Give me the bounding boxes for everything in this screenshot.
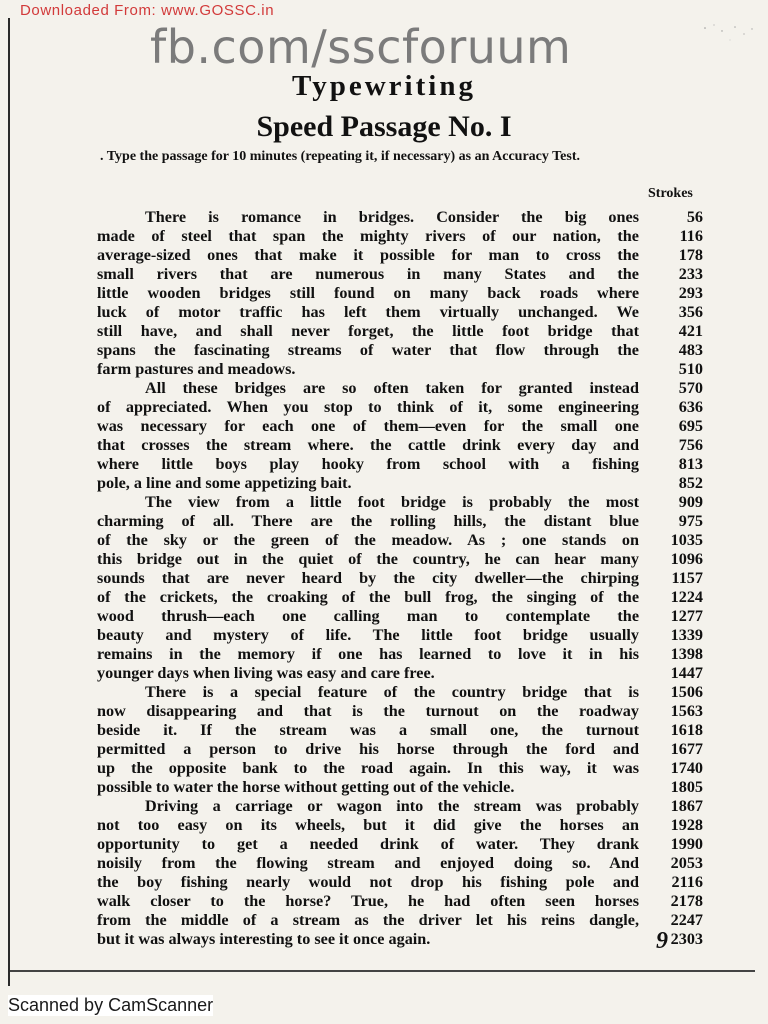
passage-line-text: farm pastures and meadows. <box>97 360 296 378</box>
passage-line-text: opportunity to get a needed drink of water. They drank <box>97 835 639 853</box>
stroke-count: 178 <box>678 246 703 264</box>
stroke-count: 2303 <box>670 930 703 948</box>
passage-line-text: The view from a little foot bridge is probably the most <box>145 493 639 511</box>
passage-line <box>97 417 703 436</box>
passage-line <box>97 645 703 664</box>
instruction-text: . Type the passage for 10 minutes (repeating it, if necessary) as an Accuracy Test. <box>100 149 580 164</box>
stroke-count: 1277 <box>670 607 703 625</box>
stroke-count: 1563 <box>670 702 703 720</box>
passage-line-text: of appreciated. When you stop to think of it, some engineering <box>97 398 639 416</box>
passage-line <box>97 892 703 911</box>
stroke-count: 293 <box>678 284 703 302</box>
passage-line-text: charming of all. There are the rolling hills, the distant blue <box>97 512 639 530</box>
stroke-count: 1447 <box>670 664 703 682</box>
passage-line <box>97 550 703 569</box>
passage-line-text: made of steel that span the mighty rivers of our nation, the <box>97 227 639 245</box>
passage-line <box>97 531 703 550</box>
passage-line <box>97 778 703 797</box>
stroke-count: 1928 <box>670 816 703 834</box>
stroke-count: 1096 <box>670 550 703 568</box>
stroke-count: 1224 <box>670 588 703 606</box>
passage-line-text: remains in the memory if one has learned to love it in his <box>97 645 639 663</box>
passage-line-text: There is a special feature of the country bridge that is <box>145 683 639 701</box>
passage-line <box>97 588 703 607</box>
stroke-count: 56 <box>686 208 703 226</box>
download-note: Downloaded From: www.GOSSC.in <box>20 2 275 19</box>
passage-line <box>97 816 703 835</box>
passage-line <box>97 740 703 759</box>
stroke-count: 421 <box>678 322 703 340</box>
passage-line <box>97 797 703 816</box>
page-edge <box>8 18 10 986</box>
stroke-count: 909 <box>678 493 703 511</box>
passage-line <box>97 474 703 493</box>
stroke-count: 356 <box>678 303 703 321</box>
stroke-count: 2178 <box>670 892 703 910</box>
passage-line <box>97 607 703 626</box>
passage-line <box>97 436 703 455</box>
stroke-count: 2116 <box>671 873 703 891</box>
passage-line-text: this bridge out in the quiet of the country, he can hear many <box>97 550 639 568</box>
passage-line <box>97 398 703 417</box>
passage-line <box>97 379 703 398</box>
scanner-note: Scanned by CamScanner <box>8 995 214 1015</box>
passage-line-text: sounds that are never heard by the city dweller—the chirping <box>97 569 639 587</box>
stroke-count: 2247 <box>670 911 703 929</box>
scan-speckles <box>700 20 760 50</box>
passage-line <box>97 303 703 322</box>
passage-line <box>97 493 703 512</box>
passage-line-text: now disappearing and that is the turnout on the roadway <box>97 702 639 720</box>
passage-line <box>97 360 703 379</box>
document-title: Typewriting <box>292 70 476 102</box>
passage-line-text: beside it. If the stream was a small one, the turnout <box>97 721 639 739</box>
passage-line-text: still have, and shall never forget, the little foot bridge that <box>97 322 639 340</box>
stroke-count: 116 <box>679 227 703 245</box>
passage-line <box>97 322 703 341</box>
passage-line <box>97 721 703 740</box>
passage-line-text: that crosses the stream where. the cattle drink every day and <box>97 436 639 454</box>
passage-line <box>97 455 703 474</box>
passage-heading: Speed Passage No. I <box>256 110 512 143</box>
passage-line-text: All these bridges are so often taken for granted instead <box>145 379 639 397</box>
passage-line-text: luck of motor traffic has left them virtually unchanged. We <box>97 303 639 321</box>
stroke-count: 570 <box>678 379 703 397</box>
passage-line <box>97 664 703 683</box>
passage-line-text: up the opposite bank to the road again. In this way, it was <box>97 759 639 777</box>
stroke-count: 1506 <box>670 683 703 701</box>
stroke-count: 1339 <box>670 626 703 644</box>
passage-line <box>97 702 703 721</box>
stroke-count: 695 <box>678 417 703 435</box>
passage-line-text: possible to water the horse without getting out of the vehicle. <box>97 778 515 796</box>
passage-line <box>97 626 703 645</box>
passage-line <box>97 835 703 854</box>
passage-line <box>97 512 703 531</box>
passage-line-text: There is romance in bridges. Consider the big ones <box>145 208 639 226</box>
stroke-count: 1805 <box>670 778 703 796</box>
passage-line-text: permitted a person to drive his horse through the ford and <box>97 740 639 758</box>
passage-line-text: wood thrush—each one calling man to contemplate the <box>97 607 639 625</box>
stroke-count: 636 <box>678 398 703 416</box>
passage-line <box>97 683 703 702</box>
stroke-count: 483 <box>678 341 703 359</box>
stroke-count: 1035 <box>670 531 703 549</box>
passage-line <box>97 911 703 930</box>
stroke-count: 510 <box>678 360 703 378</box>
stroke-count: 975 <box>678 512 703 530</box>
passage-line-text: noisily from the flowing stream and enjoyed doing so. And <box>97 854 639 872</box>
passage-line-text: of the crickets, the croaking of the bull frog, the singing of the <box>97 588 639 606</box>
stroke-count: 1677 <box>670 740 703 758</box>
passage-line-text: the boy fishing nearly would not drop his fishing pole and <box>97 873 639 891</box>
passage-line-text: walk closer to the horse? True, he had often seen horses <box>97 892 639 910</box>
stroke-count: 233 <box>678 265 703 283</box>
stroke-count: 1618 <box>670 721 703 739</box>
passage-line <box>97 759 703 778</box>
stroke-count: 1990 <box>670 835 703 853</box>
watermark: fb.com/sscforuum <box>150 20 572 74</box>
stroke-count: 2053 <box>670 854 703 872</box>
stroke-count: 852 <box>678 474 703 492</box>
passage-line <box>97 854 703 873</box>
passage-line-text: average-sized ones that make it possible for man to cross the <box>97 246 639 264</box>
passage-line <box>97 569 703 588</box>
stroke-count: 756 <box>678 436 703 454</box>
passage-line-text: from the middle of a stream as the driver let his reins dangle, <box>97 911 639 929</box>
passage-line <box>97 930 703 949</box>
passage-line-text: pole, a line and some appetizing bait. <box>97 474 352 492</box>
stroke-count: 1157 <box>671 569 703 587</box>
stroke-count: 1867 <box>670 797 703 815</box>
passage-line <box>97 341 703 360</box>
passage-line-text: beauty and mystery of life. The little foot bridge usually <box>97 626 639 644</box>
stroke-count: 1398 <box>670 645 703 663</box>
stroke-count: 1740 <box>670 759 703 777</box>
passage-line <box>97 284 703 303</box>
passage-line-text: spans the fascinating streams of water that flow through the <box>97 341 639 359</box>
passage-line-text: of the sky or the green of the meadow. As ; one stands on <box>97 531 639 549</box>
stroke-count: 813 <box>678 455 703 473</box>
passage-line-text: where little boys play hooky from school with a fishing <box>97 455 639 473</box>
passage-line <box>97 873 703 892</box>
passage-line-text: younger days when living was easy and care free. <box>97 664 435 682</box>
passage-line <box>97 227 703 246</box>
passage-line <box>97 265 703 284</box>
page-number: 9 <box>656 928 668 954</box>
passage-line <box>97 208 703 227</box>
bottom-rule <box>10 970 755 972</box>
passage-line-text: not too easy on its wheels, but it did give the horses an <box>97 816 639 834</box>
passage-line <box>97 246 703 265</box>
passage-body <box>97 208 703 949</box>
passage-line-text: Driving a carriage or wagon into the stream was probably <box>145 797 639 815</box>
passage-line-text: small rivers that are numerous in many States and the <box>97 265 639 283</box>
strokes-column-header: Strokes <box>648 186 693 201</box>
passage-line-text: was necessary for each one of them—even for the small one <box>97 417 639 435</box>
passage-line-text: little wooden bridges still found on many back roads where <box>97 284 639 302</box>
passage-line-text: but it was always interesting to see it once again. <box>97 930 431 948</box>
